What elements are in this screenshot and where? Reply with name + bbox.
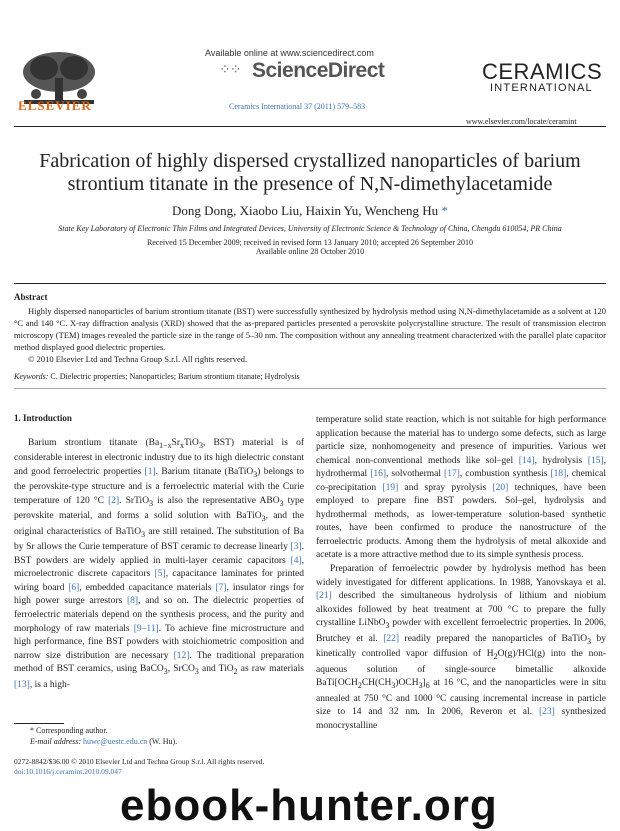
available-online: Available online at www.sciencedirect.com	[205, 48, 374, 58]
issn-line: 0272-8842/$36.00 © 2010 Elsevier Ltd and Techna Group S.r.l. All rights reserved.	[14, 757, 265, 766]
doi-link[interactable]: doi:10.1016/j.ceramint.2010.09.047	[14, 767, 122, 776]
ref-link[interactable]: [4]	[290, 555, 302, 566]
journal-reference-link[interactable]: Ceramics International 37 (2011) 579–583	[229, 102, 366, 111]
ref-link[interactable]: [19]	[382, 482, 399, 493]
footnote-rule	[14, 723, 64, 724]
abstract-body: Highly dispersed nanoparticles of barium strontium titanate (BST) were successfully synthesized by hydrolysis method using N,N-dimethylacetamide as a solvent at 120 °C and 140 °C. X-ray diffraction analysis (XRD) showed that the as-prepared particles presented a perovskite polycrystalline structure. The result of transmission electron microscopy (TEM) images revealed the particle size in the range of 5–30 nm. The composition without any annealing treatment characterized with the parallel plate capacitor method displayed good dielectric properties. © 2010 Elsevier Ltd and Techna Group S.r.l. All rights reserved.	[14, 306, 606, 364]
ref-link[interactable]: [14]	[518, 455, 535, 466]
intro-right-column	[316, 414, 606, 733]
ref-link[interactable]: [18]	[550, 469, 567, 480]
ref-link[interactable]: [2]	[108, 495, 120, 506]
ref-link[interactable]: [16]	[370, 469, 387, 480]
keywords-divider	[14, 388, 606, 389]
author-list: Dong Dong, Xiaobo Liu, Haixin Yu, Wencheng Hu *	[172, 203, 448, 218]
ref-link[interactable]: [5]	[154, 569, 166, 580]
corresponding-author-link[interactable]: *	[441, 203, 448, 218]
ref-link[interactable]: [17]	[444, 469, 460, 480]
ref-link[interactable]: [23]	[538, 707, 555, 718]
ref-link[interactable]: [1]	[144, 466, 156, 477]
ref-link[interactable]: [6]	[68, 582, 80, 593]
watermark: ebook-hunter.org	[120, 781, 498, 830]
footnote-corresponding: * Corresponding author.	[30, 726, 108, 735]
ref-link[interactable]: [13]	[14, 679, 30, 690]
intro-paragraph-1-cont: temperature solid state reaction, which is not suitable for high performance application because the material has to undergo some defects, such as large particle size, nonhomogeneity and presence of impurities. Various wet chemical non-conventional methods like sol–gel [14], hydrolysis [15], hydrothermal [16], solvothermal [17], combustion synthesis [18], chemical co-precipitation [19] and spray pyrolysis [20] techniques, have been employed to prepare fine BST powders. Sol–gel, hydrolysis and hydrothermal methods, as lower-temperature solution-based synthetic routes, have been confirmed to produce the nanostructure of the ferroelectric products. Among them the hydrolysis of metal alkoxide and acetate is a more attractive method due to its simple synthesis process.	[316, 415, 606, 561]
ref-link[interactable]: [7]	[215, 582, 227, 593]
journal-name: CERAMICS	[482, 59, 603, 84]
received-dates: Received 15 December 2009; received in revised form 13 January 2010; accepted 26 September 2010	[146, 238, 474, 247]
ref-link[interactable]: [9–11]	[133, 623, 159, 634]
affiliation: State Key Laboratory of Electronic Thin Films and Integrated Devices, University of Electronic Science & Technology of China, Chengdu 610054, PR China	[58, 224, 562, 233]
ref-link[interactable]: [15]	[587, 455, 604, 466]
journal-name-sub: INTERNATIONAL	[490, 82, 593, 94]
ref-link[interactable]: [22]	[383, 633, 400, 644]
keywords: Keywords: C. Dielectric properties; Nanoparticles; Barium strontium titanate; Hydrolysis	[14, 372, 300, 381]
article-title: Fabrication of highly dispersed crystallized nanoparticles of barium strontium titanate in the presence of N,N-dimethylacetamide	[39, 150, 581, 195]
ref-link[interactable]: [21]	[316, 591, 332, 602]
publisher-name: ELSEVIER	[18, 98, 92, 113]
online-date: Available online 28 October 2010	[255, 247, 365, 256]
email-link[interactable]: huwc@uestc.edu.cn	[83, 737, 148, 746]
section-heading-introduction: 1. Introduction	[14, 413, 72, 423]
header-divider	[14, 126, 606, 127]
intro-paragraph-1: Barium strontium titanate ($Ba_{1-x}Sr_xTiO_3$, BST) material is of considerable interest in electronic industry due to its high dielectric constant and good ferroelectric properties [1]. Barium titanate (BaTiO$_3$) belongs to the perovskite-type structure and is a ferroelectric material with the Curie temperature of 120 °C [2]. SrTiO$_3$ is also the representative $ABO_3$ type perovskite material, and forms a solid solution with BaTiO$_3$, and the original characteristics of BaTiO$_3$ are still retained. The substitution of Ba by Sr allows the Curie temperature of BST ceramic to decrease linearly [3]. BST powders are widely applied in multi-layer ceramic capacitors [4], microelectronic discrete capacitors [5], capacitance laminates for printed wiring board [6], embedded capacitance materials [7], insulator rings for high power surge arrestors [8], and so on. The dielectric properties of ferroelectric materials depend on the synthesis process, and the purity and morphology of raw materials [9–11]. To achieve fine microstructure and high performance, fine BST powders with stoichiometric composition and narrow size distribution are necessary [12]. The traditional preparation method of BST ceramics, using BaCO$_3$, SrCO$_3$ and TiO$_2$ as raw materials [13], is a high-	[14, 438, 305, 690]
ref-link[interactable]: [12]	[173, 650, 190, 661]
ref-link[interactable]: [20]	[492, 482, 509, 493]
ref-link[interactable]: [8]	[127, 596, 139, 607]
intro-left-column	[14, 437, 304, 692]
copyright: © 2010 Elsevier Ltd and Techna Group S.r.l. All rights reserved.	[28, 354, 248, 364]
intro-paragraph-2: Preparation of ferroelectric powder by hydrolysis method has been widely investigated for different applications. In 1988, Yanovskaya et al. [21] described the simultaneous hydrolysis of lithium and niobium alkoxides followed by heat treatment at 700 °C to prepare the fully crystalline LiNbO$_3$ powder with excellent ferroelectric properties. In 2006, Brutchey et al. [22] readily prepared the nanoparticles of BaTiO$_3$ by kinetically controlled vapor diffusion of $H_2O(g)/HCl(g)$ into the non-aqueous solution of single-source bimetallic alkoxide $BaTi[OCH_2CH(CH_3)OCH_3]_6$ at 16 °C, and the nanoparticles were in situ annealed at 750 °C and 1000 °C causing incremental increase in particle size to 14 and 32 nm. In 2006, Reveron et al. [23] synthesized monocrystalline	[316, 564, 606, 731]
footnote-email: E-mail address: huwc@uestc.edu.cn (W. Hu).	[30, 737, 178, 746]
abstract-divider	[14, 283, 606, 284]
sciencedirect-logo: ScienceDirect	[252, 59, 385, 82]
journal-url-link[interactable]: www.elsevier.com/locate/ceramint	[466, 117, 577, 126]
ref-link[interactable]: [3]	[290, 542, 302, 553]
abstract-heading: Abstract	[14, 292, 48, 302]
sciencedirect-dots-icon: ⁘⁘	[219, 63, 241, 78]
